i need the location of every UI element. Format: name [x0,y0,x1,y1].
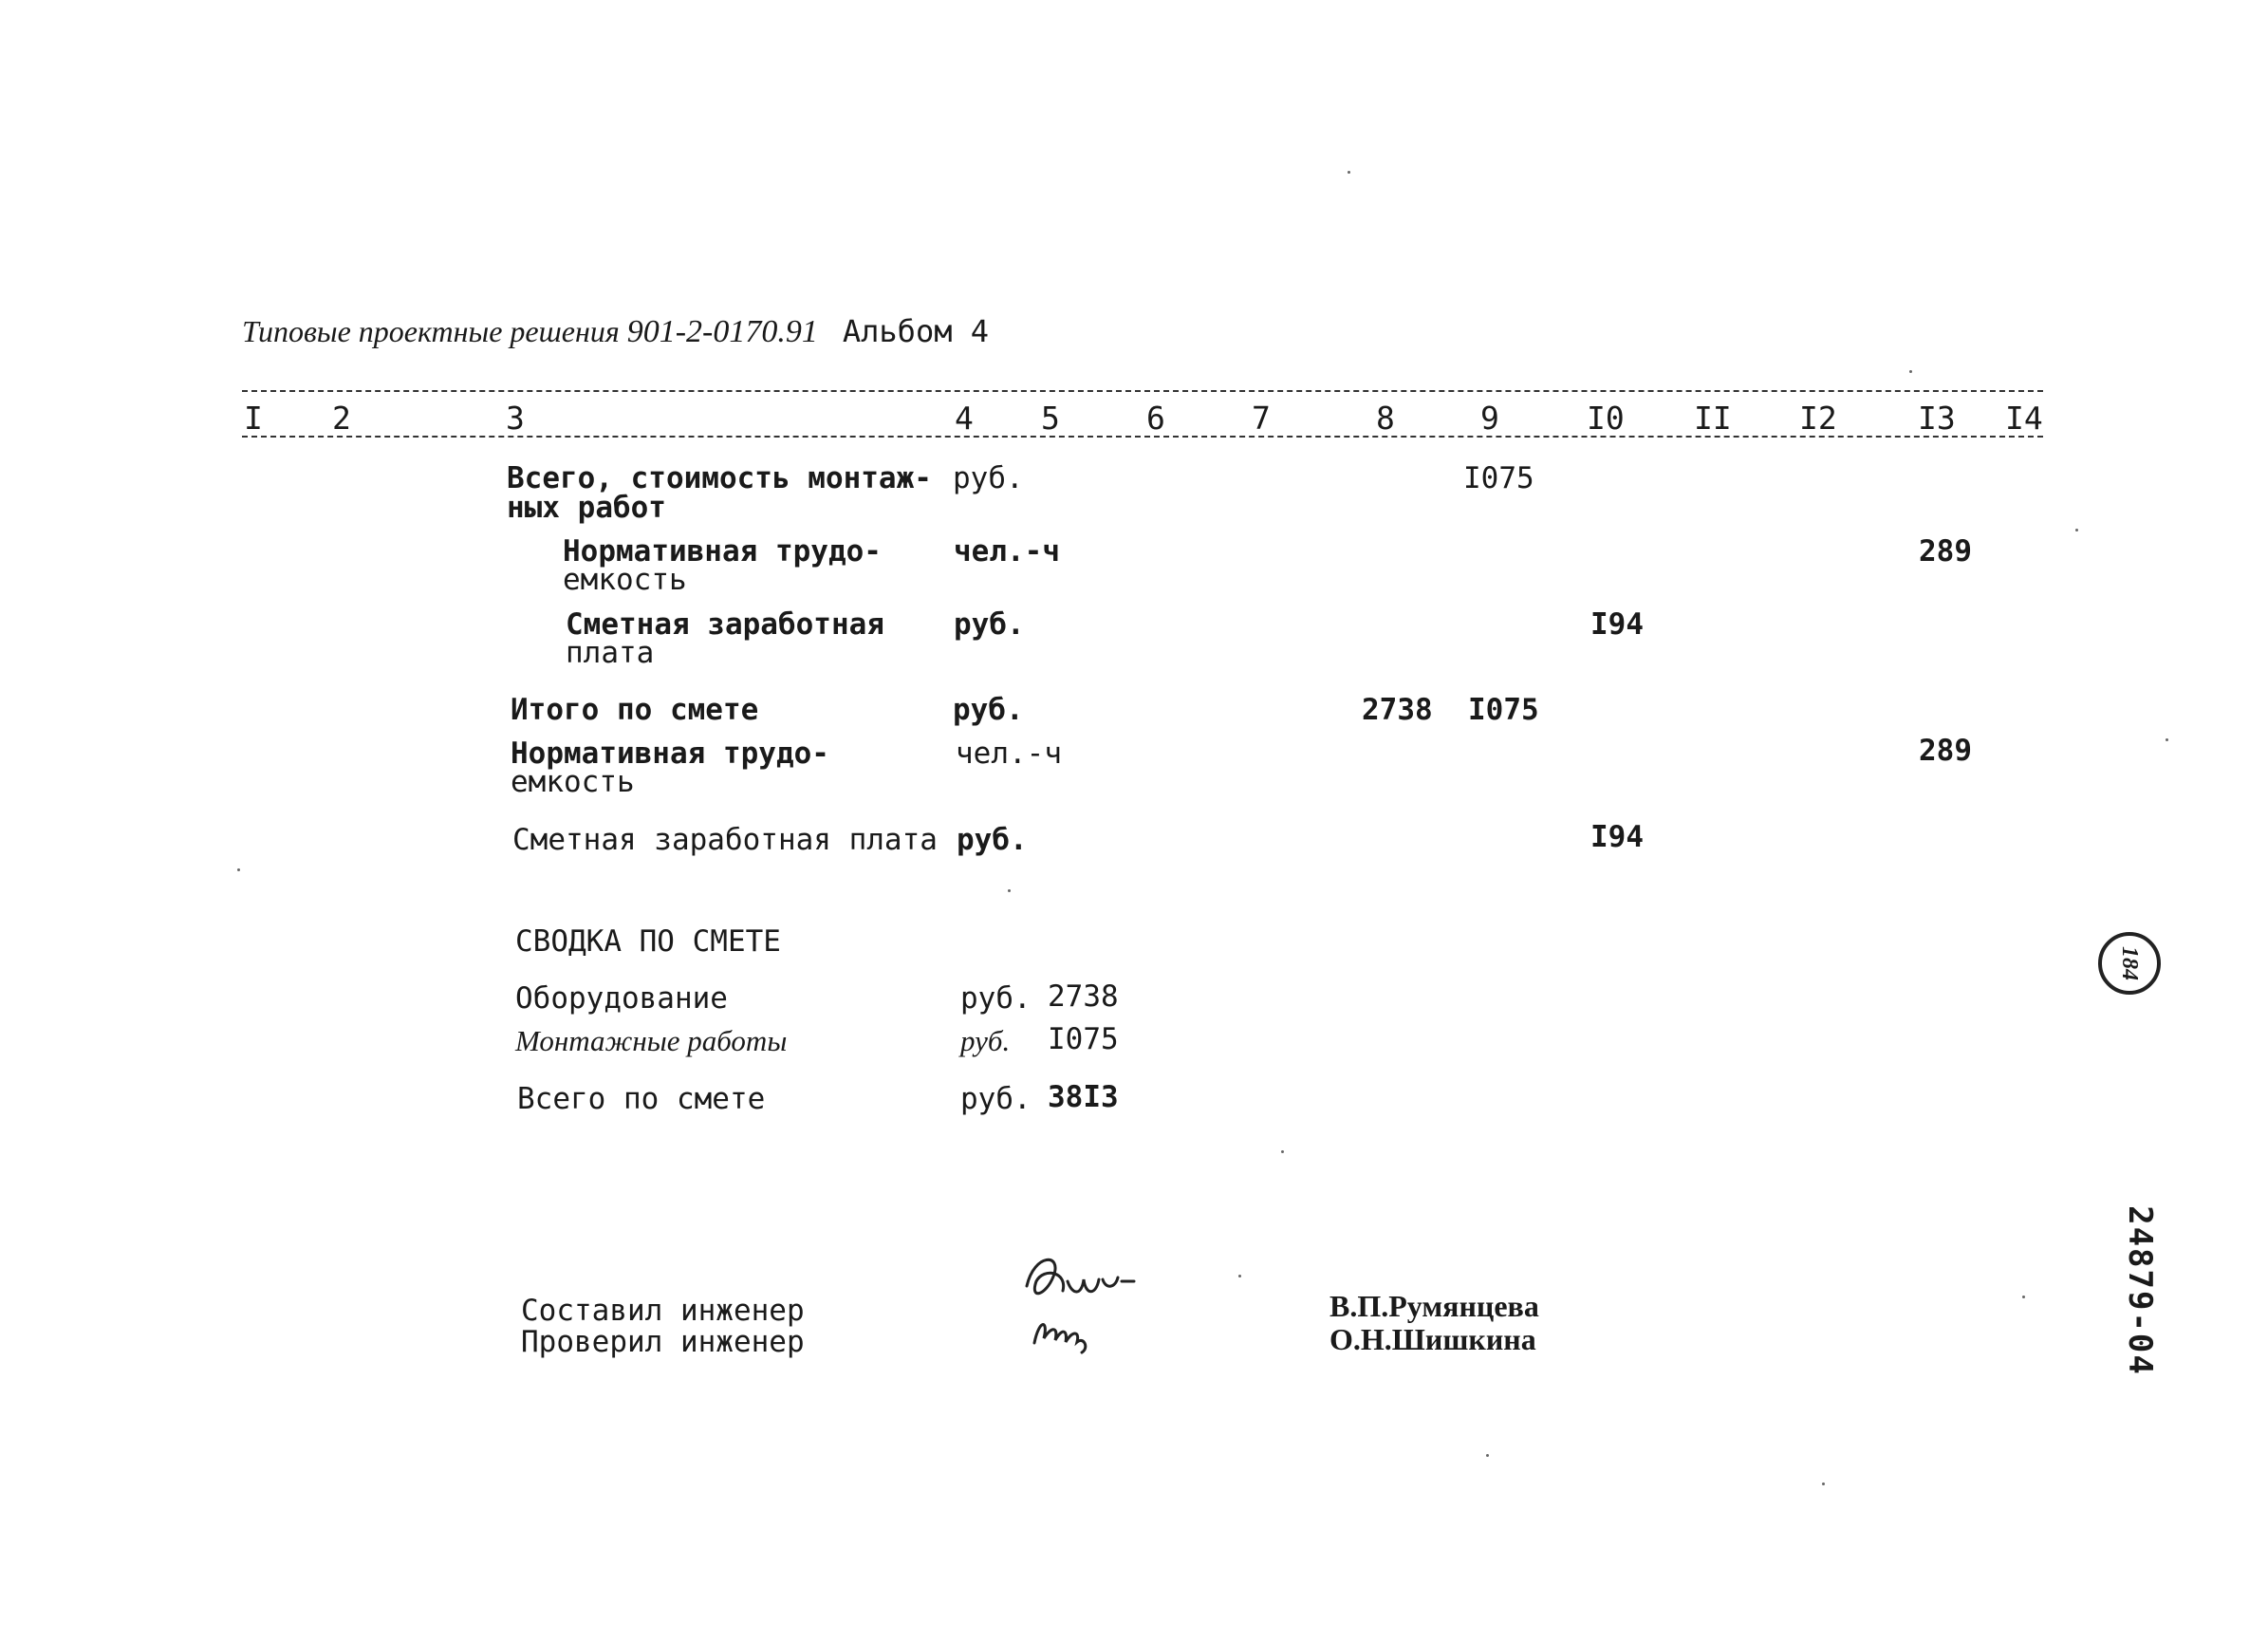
header-prefix: Типовые проектные решения [242,314,620,348]
col-4: 4 [955,400,974,437]
row-name: Сметная заработная [566,607,884,642]
row-name: Сметная заработная плата [512,823,938,857]
scan-speck [2166,738,2168,741]
cell-col9: I075 [1468,693,1539,727]
col-9: 9 [1480,400,1499,437]
compiled-by-label: Составил инженер [521,1294,805,1328]
summary-unit: руб. [960,981,1032,1016]
summary-title: СВОДКА ПО СМЕТЕ [515,924,781,959]
summary-unit: руб. [960,1082,1032,1116]
summary-value: I075 [1048,1022,1119,1056]
handwritten-signature [1015,1243,1158,1357]
col-3: 3 [506,400,525,437]
col-8: 8 [1376,400,1395,437]
row-name-cont: емкость [563,563,687,597]
row-unit: руб. [953,693,1024,727]
row-unit: руб. [953,461,1024,495]
row-name: Итого по смете [511,693,759,727]
col-2: 2 [332,400,351,437]
scan-speck [1281,1150,1284,1153]
row-name: Нормативная трудо- [563,534,882,569]
summary-label: Всего по смете [517,1082,766,1116]
summary-value: 2738 [1048,979,1119,1014]
checked-by-label: Проверил инженер [521,1325,805,1359]
row-name-cont: емкость [511,765,635,799]
cell-col10: I94 [1590,820,1644,854]
scan-speck [1348,171,1350,174]
checked-by-name: О.Н.Шишкина [1329,1322,1536,1356]
cell-col10: I94 [1590,607,1644,642]
col-7: 7 [1252,400,1271,437]
col-13: I3 [1918,400,1956,437]
scan-speck [1486,1454,1489,1457]
summary-unit: руб. [960,1024,1011,1057]
col-10: I0 [1587,400,1625,437]
col-11: II [1694,400,1732,437]
side-registration-code: 24879-04 [2120,1205,2159,1376]
scan-speck [237,868,240,871]
summary-label: Оборудование [515,981,728,1016]
row-name-cont: ных работ [507,491,666,525]
scan-speck [1909,370,1912,373]
scan-speck [1008,889,1011,892]
row-unit: чел.-ч [956,737,1062,771]
header-album: Альбом 4 [842,313,989,349]
scan-speck [1822,1482,1825,1485]
page-number-stamp: 184 [2098,932,2161,995]
cell-col8: 2738 [1362,693,1433,727]
compiled-by-name: В.П.Румянцева [1329,1289,1539,1323]
row-name: Нормативная трудо- [511,737,829,771]
header-code: 901-2-0170.91 [626,314,818,349]
col-1: I [244,400,263,437]
col-14: I4 [2005,400,2043,437]
scan-speck [1238,1275,1241,1277]
cell-col13: 289 [1919,734,1972,768]
row-unit: чел.-ч [954,534,1060,569]
row-name-cont: плата [566,636,655,670]
row-name: Всего, стоимость монтаж- [507,461,932,495]
row-unit: руб. [954,607,1025,642]
cell-col9: I075 [1463,461,1534,495]
col-12: I2 [1799,400,1837,437]
scan-speck [2075,529,2078,531]
row-unit: руб. [957,823,1028,857]
col-6: 6 [1146,400,1165,437]
doc-header [242,313,989,349]
scan-speck [2022,1296,2025,1298]
cell-col13: 289 [1919,534,1972,569]
col-5: 5 [1041,400,1060,437]
summary-label: Монтажные работы [515,1024,788,1057]
table-top-rule [242,390,2043,392]
summary-value: 38I3 [1048,1080,1119,1114]
